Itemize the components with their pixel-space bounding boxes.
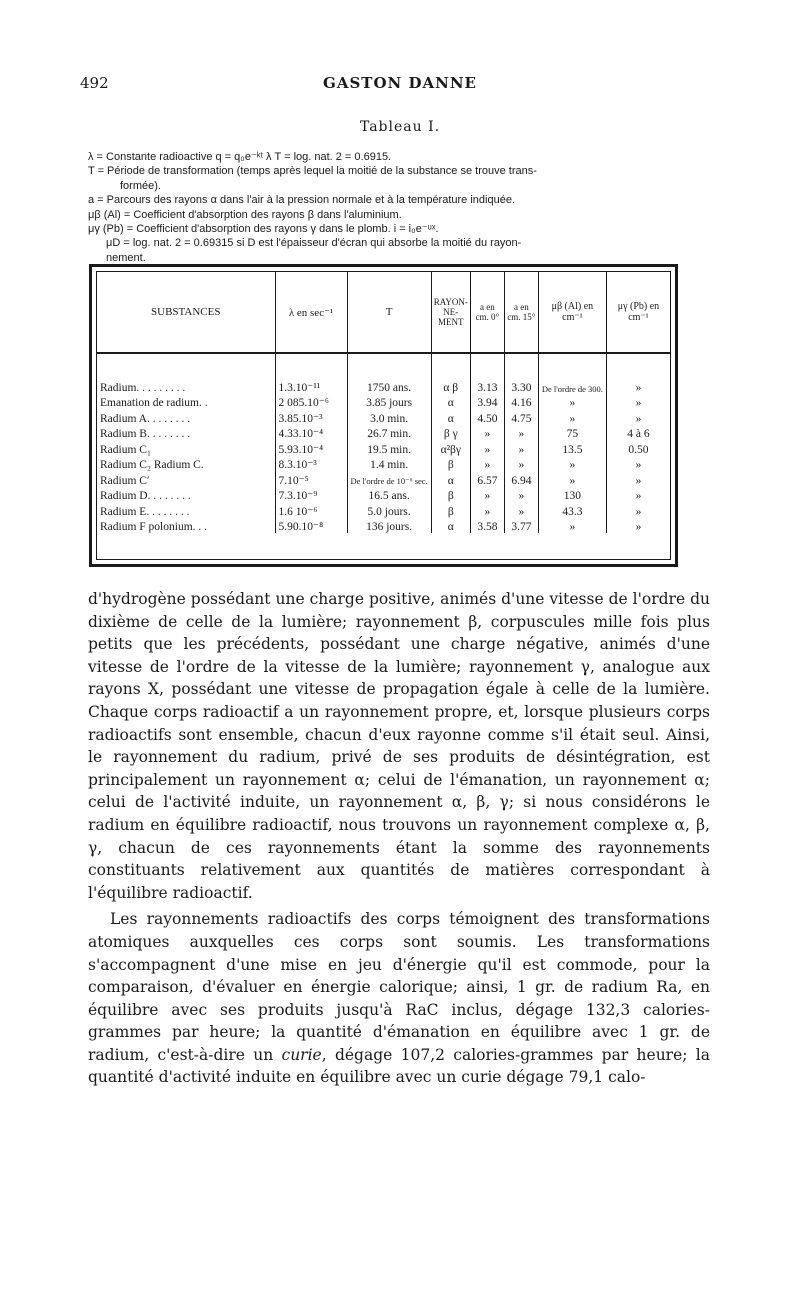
cell: 4.50 [470, 409, 504, 425]
cell: » [470, 425, 504, 441]
body-text [88, 588, 710, 1089]
table-row [97, 456, 670, 472]
cell: α [431, 518, 470, 534]
cell: 4.33.10⁻⁴ [275, 425, 347, 441]
cell: Emanation de radium. . [97, 394, 275, 410]
table-row [97, 440, 670, 456]
cell: Radium F polonium. . . [97, 518, 275, 534]
cell: Radium A. . . . . . . . [97, 409, 275, 425]
cell: 13.5 [538, 440, 606, 456]
cell: α [431, 471, 470, 487]
cell: β [431, 487, 470, 503]
cell: 8.3.10⁻³ [275, 456, 347, 472]
cell: 4.75 [504, 409, 538, 425]
cell: 4.16 [504, 394, 538, 410]
table-row [97, 394, 670, 410]
cell: β γ [431, 425, 470, 441]
table-row [97, 409, 670, 425]
legend-line: μγ (Pb) = Coefficient d'absorption des rayons γ dans le plomb. i = i₀e⁻ᵘˣ. [88, 223, 439, 236]
running-title: GASTON DANNE [323, 74, 477, 92]
cell: » [635, 521, 642, 533]
cell: 19.5 min. [347, 440, 431, 456]
cell: 3.94 [470, 394, 504, 410]
legend-line: μD = log. nat. 2 = 0.69315 si D est l'épaisseur d'écran qui absorbe la moitié du rayon- [106, 237, 522, 250]
cell: 7.10⁻⁵ [275, 471, 347, 487]
legend-line: a = Parcours des rayons α dans l'air à la pression normale et à la température indiquée. [88, 194, 515, 207]
table-row [97, 353, 670, 394]
cell: » [504, 425, 538, 441]
cell: α β [431, 353, 470, 394]
cell: 3.0 min. [347, 409, 431, 425]
table-header-row [97, 272, 670, 353]
cell: α [431, 394, 470, 410]
header-cell: T [347, 272, 431, 353]
cell: α [431, 409, 470, 425]
cell: 3.58 [470, 518, 504, 534]
cell: » [635, 397, 642, 409]
cell: Radium. . . . . . . . . [97, 353, 275, 394]
cell: De l'ordre de 10⁻⁶ sec. [347, 471, 431, 487]
cell: Radium B. . . . . . . . [97, 425, 275, 441]
table-row [97, 425, 670, 441]
cell: » [504, 456, 538, 472]
legend-line: formée). [120, 179, 161, 192]
cell: 5.90.10⁻⁸ [275, 518, 347, 534]
cell: 136 jours. [347, 518, 431, 534]
cell: 26.7 min. [347, 425, 431, 441]
cell: » [470, 487, 504, 503]
cell: » [538, 456, 606, 472]
cell: 5.93.10⁻⁴ [275, 440, 347, 456]
cell: » [635, 490, 642, 502]
cell: 75 [538, 425, 606, 441]
header-cell: μβ (Al) en cm⁻¹ [538, 272, 606, 353]
paragraph [88, 908, 710, 1089]
cell: » [538, 471, 606, 487]
cell: » [635, 459, 642, 471]
data-table [89, 264, 678, 567]
header-cell: μγ (Pb) en cm⁻¹ [606, 272, 670, 353]
legend-line: μβ (Al) = Coefficient d'absorption des rayons β dans l'aluminium. [88, 208, 402, 221]
cell: 1.4 min. [347, 456, 431, 472]
cell: » [504, 440, 538, 456]
header-cell: λ en sec⁻¹ [275, 272, 347, 353]
paragraph-text: Les rayonnements radioactifs des corps témoignent des transformations atomiques auxquelles ces corps sont soumis. Les transformations s'accompagnent d'une mise en jeu d'énergie qu'il est commode, pour la comparaison, d'évaluer en énergie calorique; ainsi, 1 gr. de radium Ra, en équilibre avec ses produits jusqu'à RaC inclus, dégage 132,3 calories-grammes par heure; la quantité d'émanation en équilibre avec 1 gr. de radium, c'est-à-dire un [88, 910, 710, 1064]
cell: 1750 ans. [347, 353, 431, 394]
cell: 130 [538, 487, 606, 503]
table-legend [88, 150, 708, 265]
cell: 6.94 [504, 471, 538, 487]
cell: » [504, 487, 538, 503]
header-cell: a en cm. 15° [504, 272, 538, 353]
cell: 1.3.10⁻¹¹ [275, 353, 347, 394]
cell: » [504, 502, 538, 518]
cell: » [635, 505, 642, 518]
cell: 3.85.10⁻³ [275, 409, 347, 425]
cell: Radium C₂ Radium C. [97, 456, 275, 472]
cell: Radium E. . . . . . . . [97, 502, 275, 518]
cell: 5.0 jours. [347, 502, 431, 518]
cell: 3.13 [470, 353, 504, 394]
cell: » [635, 474, 642, 487]
page-number: 492 [80, 74, 109, 92]
cell: β [431, 502, 470, 518]
cell: 16.5 ans. [347, 487, 431, 503]
cell: » [538, 394, 606, 410]
paragraph: d'hydrogène possédant une charge positive, animés d'une vitesse de l'ordre du dixième de celle de la lumière; rayonnement β, corpuscules mille fois plus petits que les précédents, possédant une charge négative, animés d'une vitesse de l'ordre de la vitesse de la lumière; rayonnement γ, analogue aux rayons X, possédant une vitesse de propagation égale à celle de la lumière. Chaque corps radioactif a un rayonnement propre, et, lorsque plusieurs corps radioactifs sont ensemble, chacun d'eux rayonne comme s'il était seul. Ainsi, le rayonnement du radium, privé de ses produits de désintégration, est principalement un rayonnement α; celui de l'émanation, un rayonnement α; celui de l'activité induite, un rayonnement α, β, γ; si nous considérons le radium en équilibre radioactif, nous trouvons un rayonnement complexe α, β, γ, chacun de ces rayonnements étant la somme des rayonnements constituants relativement aux quantités de matières correspondant à l'équilibre radioactif. [88, 590, 710, 902]
cell: 0.50 [628, 443, 649, 456]
cell: 43.3 [538, 502, 606, 518]
header-cell: RAYON-NE-MENT [431, 272, 470, 353]
cell: » [470, 456, 504, 472]
cell: 7.3.10⁻⁹ [275, 487, 347, 503]
cell: 1.6 10⁻⁶ [275, 502, 347, 518]
table-row [97, 471, 670, 487]
legend-line: nement. [106, 251, 146, 264]
cell: Radium C₁ [97, 440, 275, 456]
cell: » [538, 409, 606, 425]
table-caption: Tableau I. [359, 119, 441, 135]
legend-line: T = Période de transformation (temps après lequel la moitié de la substance se trouve trans- [88, 165, 537, 178]
cell: Radium C′ [97, 471, 275, 487]
cell: 6.57 [470, 471, 504, 487]
cell: » [470, 502, 504, 518]
cell: α²βγ [431, 440, 470, 456]
cell: 3.85 jours [347, 394, 431, 410]
cell: » [635, 381, 642, 394]
table-row [97, 518, 670, 534]
cell: 3.30 [504, 353, 538, 394]
table-row [97, 502, 670, 518]
cell: 3.77 [504, 518, 538, 534]
cell: » [470, 440, 504, 456]
running-header [80, 74, 720, 98]
paragraph-text: , dégage 107,2 calories-grammes par heure; la quantité d'activité induite en équilibre avec un curie dégage 79,1 calo- [88, 1045, 710, 1087]
header-cell: SUBSTANCES [97, 272, 275, 353]
table-row [97, 487, 670, 503]
cell: » [635, 412, 642, 425]
italic-term: curie [281, 1045, 322, 1064]
legend-line: λ = Constante radioactive q = q₀e⁻ᵏᵗ λ T = log. nat. 2 = 0.6915. [88, 151, 392, 163]
cell: Radium D. . . . . . . . [97, 487, 275, 503]
cell: » [538, 518, 606, 534]
header-cell: a en cm. 0° [470, 272, 504, 353]
cell: β [431, 456, 470, 472]
cell: 2 085.10⁻⁶ [275, 394, 347, 410]
cell: 4 à 6 [627, 428, 650, 440]
cell: De l'ordre de 300. [538, 353, 606, 394]
